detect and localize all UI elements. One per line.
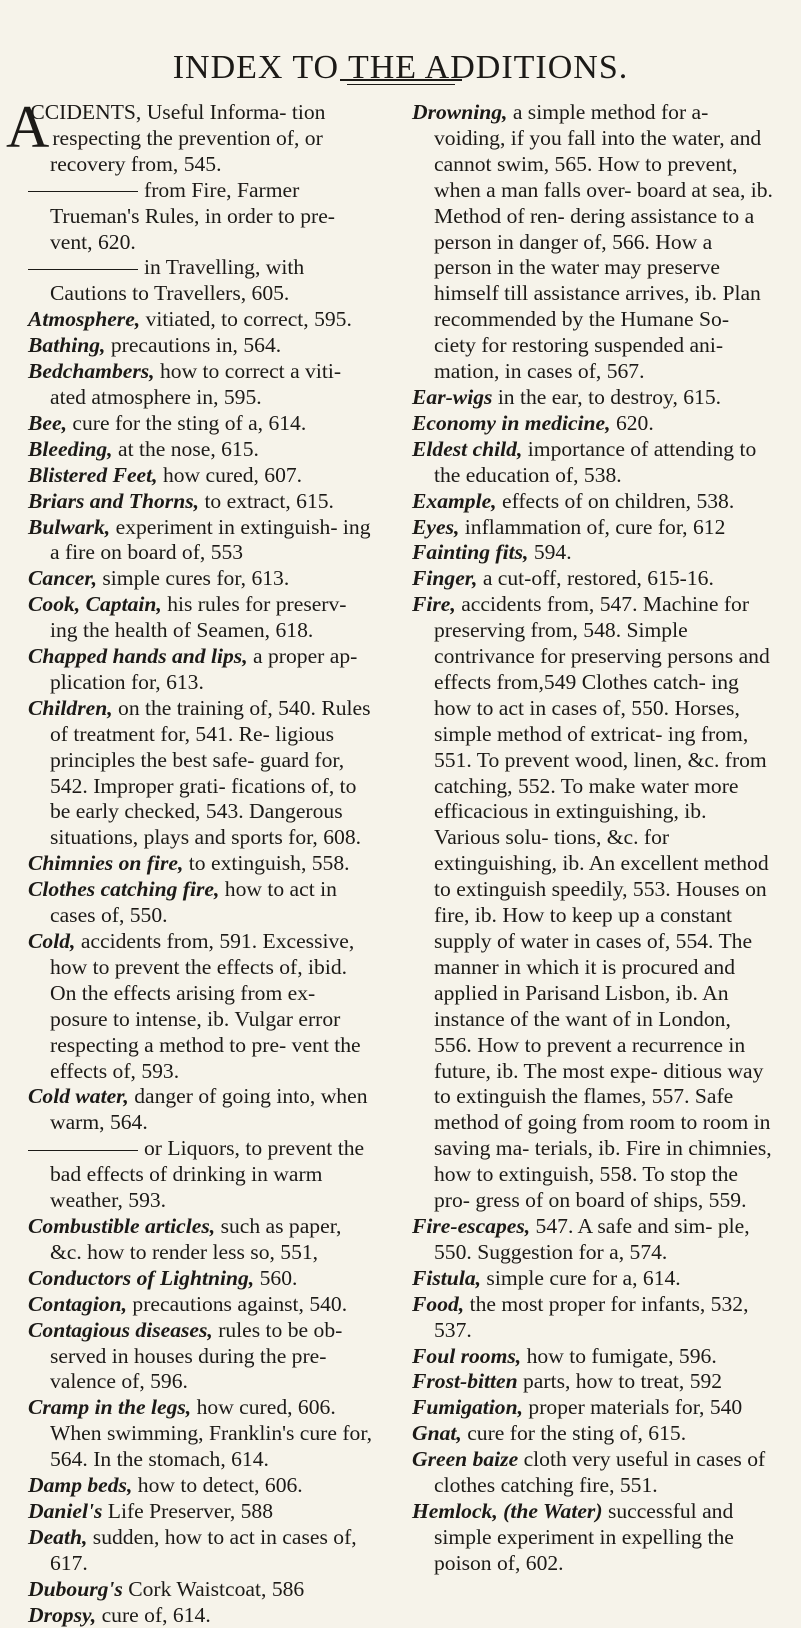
title-rule <box>340 79 462 81</box>
entry-text: on the training of, 540. Rules of treatment for, 541. Re- ligious principles the best safe- guard for, 542. Improper grati- fications of, to be early checked, 543. Dangerous situations, plays and sports for, 608. <box>50 695 371 850</box>
entry-text: cure for the sting of a, 614. <box>72 410 307 435</box>
left-column <box>6 94 378 1628</box>
index-entry <box>28 255 378 307</box>
index-entry <box>28 1473 378 1499</box>
entry-text: experiment in extinguish- ing a fire on board of, 553 <box>50 514 371 565</box>
index-entry <box>28 1084 378 1136</box>
entry-headword: Combustible articles, <box>28 1213 216 1238</box>
entry-headword: Cancer, <box>28 566 97 591</box>
entry-text: sudden, how to act in cases of, 617. <box>50 1524 357 1575</box>
drop-cap: A <box>6 94 50 160</box>
entry-text: in the ear, to destroy, 615. <box>497 384 722 409</box>
entry-text: to extract, 615. <box>204 488 334 513</box>
entry-headword: Dropsy, <box>28 1602 97 1627</box>
right-column <box>412 100 774 1577</box>
entry-text: simple cure for a, 614. <box>486 1265 681 1290</box>
entry-text: inflammation of, cure for, 612 <box>464 514 726 539</box>
index-entry <box>412 540 774 566</box>
entry-headword: Finger, <box>412 566 478 591</box>
index-entry <box>412 1499 774 1577</box>
entry-text: simple cures for, 613. <box>102 566 290 591</box>
entry-headword: Blistered Feet, <box>28 462 158 487</box>
entry-headword: Contagious diseases, <box>28 1317 213 1342</box>
index-entry <box>28 592 378 644</box>
entry-text: to extinguish, 558. <box>188 851 350 876</box>
entry-text: accidents from, 547. Machine for preserving from, 548. Simple contrivance for preserving persons and effects from,549 Clothes catch- ing how to act in cases of, 550. Horses, simple method of extricat- ing from, 551. To prevent wood, linen, &c. from catching, 552. To make water more efficacious in extinguishing, ib. Various solu- tions, &c. for extinguishing, ib. An excellent method to extinguish speedily, 553. Houses on fire, ib. How to keep up a constant supply of water in cases of, 554. The manner in which it is procured and applied in Parisand Lisbon, ib. An instance of the want of in London, 556. How to prevent a recurrence in future, ib. The most expe- ditious way to extinguish the flames, 557. Safe method of going from room to room in saving ma- terials, ib. Fire in chimnies, how to extinguish, 558. To stop the pro- gress of on board of ships, 559. <box>434 592 772 1213</box>
index-entry <box>28 1395 378 1473</box>
index-entry <box>412 1344 774 1370</box>
index-entry <box>28 1266 378 1292</box>
entry-headword: Frost-bitten <box>412 1369 518 1394</box>
entry-text: rules to be ob- served in houses during the pre- valence of, 596. <box>50 1317 343 1394</box>
index-entry <box>28 696 378 851</box>
entry-text: successful and simple experiment in expelling the poison of, 602. <box>434 1498 734 1575</box>
entry-text: or Liquors, to prevent the bad effects of drinking in warm weather, 593. <box>50 1136 365 1213</box>
entry-text: parts, how to treat, 592 <box>523 1369 723 1394</box>
entry-text: Cork Waistcoat, 586 <box>128 1576 305 1601</box>
index-entry <box>28 178 378 256</box>
index-entry <box>28 1292 378 1318</box>
title-rule-thin <box>347 84 455 85</box>
entry-text: effects of on children, 538. <box>501 488 735 513</box>
entry-headword: Daniel's <box>28 1498 103 1523</box>
entry-text: how to correct a viti- ated atmosphere in, 595. <box>50 359 342 409</box>
index-entry <box>412 1369 774 1395</box>
entry-text: a simple method for a- voiding, if you fall into the water, and cannot swim, 565. How to prevent, when a man falls over- board at sea, ib. Method of ren- dering assistance to a person in danger of, 566. How a person in the water may preserve himself till assistance arrives, ib. Plan recommended by the Humane So- ciety for restoring suspended ani- mation, in cases of, 567. <box>434 100 773 384</box>
entry-headword: Economy in medicine, <box>412 410 611 435</box>
entry-text: precautions against, 540. <box>132 1291 348 1316</box>
entry-headword: Contagion, <box>28 1291 128 1316</box>
entry-text: cure of, 614. <box>101 1602 211 1627</box>
entry-headword: Cold, <box>28 929 76 953</box>
entry-text: cure for the sting of, 615. <box>467 1421 687 1446</box>
entry-text: a proper ap- plication for, 613. <box>50 644 358 694</box>
index-entry <box>28 489 378 515</box>
entry-headword: Gnat, <box>412 1421 462 1446</box>
entry-text: accidents from, 591. Excessive, how to prevent the effects of, ibid. On the effects arising from ex- posure to intense, ib. Vulgar error respecting a method to pre- vent the effects of, 593. <box>50 929 361 1083</box>
entry-headword: Fistula, <box>412 1265 482 1290</box>
ditto-dash <box>28 1150 138 1151</box>
index-entry <box>28 566 378 592</box>
index-entry <box>412 515 774 541</box>
index-entry <box>6 94 378 178</box>
index-entry <box>28 929 378 1084</box>
entry-text: the most proper for infants, 532, 537. <box>434 1291 749 1342</box>
entry-headword: Children, <box>28 695 113 720</box>
entry-text: how to detect, 606. <box>137 1473 303 1498</box>
entry-headword: Bulwark, <box>28 514 111 539</box>
index-entry <box>412 1447 774 1499</box>
index-entry <box>28 1499 378 1525</box>
index-entry <box>412 1266 774 1292</box>
entry-text: his rules for preserv- ing the health of Seamen, 618. <box>50 592 347 643</box>
index-entry <box>412 411 774 437</box>
entry-headword: Cramp in the legs, <box>28 1395 192 1420</box>
index-entry <box>28 1525 378 1577</box>
entry-text: from Fire, Farmer Trueman's Rules, in order to pre- vent, 620. <box>50 177 335 254</box>
index-entry <box>28 307 378 333</box>
entry-headword: Fumigation, <box>412 1395 524 1420</box>
entry-headword: Bee, <box>28 410 67 435</box>
entry-headword: Cold water, <box>28 1084 129 1109</box>
entry-text: 560. <box>259 1265 298 1290</box>
entry-headword: Example, <box>412 488 497 513</box>
index-entry <box>28 1214 378 1266</box>
entry-text: Life Preserver, 588 <box>107 1498 274 1523</box>
ditto-dash <box>28 191 138 192</box>
index-entry <box>412 1421 774 1447</box>
entry-text: how cured, 606. When swimming, Franklin's cure for, 564. In the stomach, 614. <box>50 1395 373 1472</box>
entry-text: a cut-off, restored, 615-16. <box>482 566 714 591</box>
entry-headword: Eldest child, <box>412 436 523 461</box>
index-entry <box>28 411 378 437</box>
ditto-dash <box>28 269 138 270</box>
entry-headword: Atmosphere, <box>28 307 141 332</box>
index-entry <box>412 1214 774 1266</box>
entry-headword: Foul rooms, <box>412 1343 522 1368</box>
entry-headword: Fire, <box>412 592 456 617</box>
entry-text: how to fumigate, 596. <box>526 1343 717 1368</box>
index-entry <box>412 1292 774 1344</box>
entry-headword: Briars and Thorns, <box>28 488 200 513</box>
index-entry <box>28 437 378 463</box>
entry-headword: Fainting fits, <box>412 540 529 565</box>
entry-text: 594. <box>533 540 572 565</box>
entry-headword: Hemlock, (the Water) <box>412 1498 603 1523</box>
index-entry <box>412 489 774 515</box>
index-entry <box>28 851 378 877</box>
entry-headword: Food, <box>412 1291 465 1316</box>
entry-text: vitiated, to correct, 595. <box>145 307 352 332</box>
entry-headword: Drowning, <box>412 100 508 124</box>
index-entry <box>28 463 378 489</box>
entry-headword: Clothes catching fire, <box>28 877 220 902</box>
entry-text: at the nose, 615. <box>117 436 259 461</box>
index-entry <box>28 644 378 696</box>
entry-text: importance of attending to the education of, 538. <box>434 436 757 487</box>
index-entry <box>28 877 378 929</box>
entry-text: 620. <box>615 410 654 435</box>
entry-text: cloth very useful in cases of clothes catching fire, 551. <box>434 1447 766 1498</box>
entry-headword: Bathing, <box>28 333 106 358</box>
page-title: INDEX TO THE ADDITIONS. <box>172 48 629 86</box>
entry-headword: Bedchambers, <box>28 359 155 384</box>
index-entry <box>28 1577 378 1603</box>
entry-headword: Cook, Captain, <box>28 592 162 617</box>
index-entry <box>412 100 774 385</box>
entry-text: proper materials for, 540 <box>528 1395 743 1420</box>
entry-headword: Eyes, <box>412 514 460 539</box>
entry-text: 547. A safe and sim- ple, 550. Suggestion for a, 574. <box>434 1213 750 1264</box>
entry-headword: Ear-wigs <box>412 384 493 409</box>
entry-headword: Damp beds, <box>28 1473 133 1498</box>
index-entry <box>412 437 774 489</box>
entry-text: how to act in cases of, 550. <box>50 877 337 928</box>
entry-text: how cured, 607. <box>162 462 303 487</box>
entry-headword: Conductors of Lightning, <box>28 1265 255 1290</box>
entry-headword: Green baize <box>412 1447 519 1472</box>
entry-text: such as paper, &c. how to render less so, 551, <box>50 1213 342 1264</box>
index-entry <box>28 1603 378 1628</box>
entry-headword: Fire-escapes, <box>412 1213 531 1238</box>
entry-headword: Chapped hands and lips, <box>28 644 248 669</box>
index-entry <box>412 385 774 411</box>
entry-headword: Chimnies on fire, <box>28 851 184 876</box>
index-entry <box>28 1318 378 1396</box>
entry-text: CCIDENTS, Useful Informa- tion respecting the prevention of, or recovery from, 545. <box>30 100 326 176</box>
index-entry <box>28 1136 378 1214</box>
index-entry <box>412 1395 774 1421</box>
index-entry <box>28 515 378 567</box>
entry-text: in Travelling, with Cautions to Travellers, 605. <box>50 255 305 306</box>
index-entry <box>412 592 774 1214</box>
entry-headword: Death, <box>28 1524 88 1549</box>
index-entry <box>28 359 378 411</box>
entry-headword: Dubourg's <box>28 1576 123 1601</box>
entry-text: precautions in, 564. <box>110 333 282 358</box>
entry-text: danger of going into, when warm, 564. <box>50 1084 368 1135</box>
index-entry <box>412 566 774 592</box>
index-entry <box>28 333 378 359</box>
entry-headword: Bleeding, <box>28 436 113 461</box>
